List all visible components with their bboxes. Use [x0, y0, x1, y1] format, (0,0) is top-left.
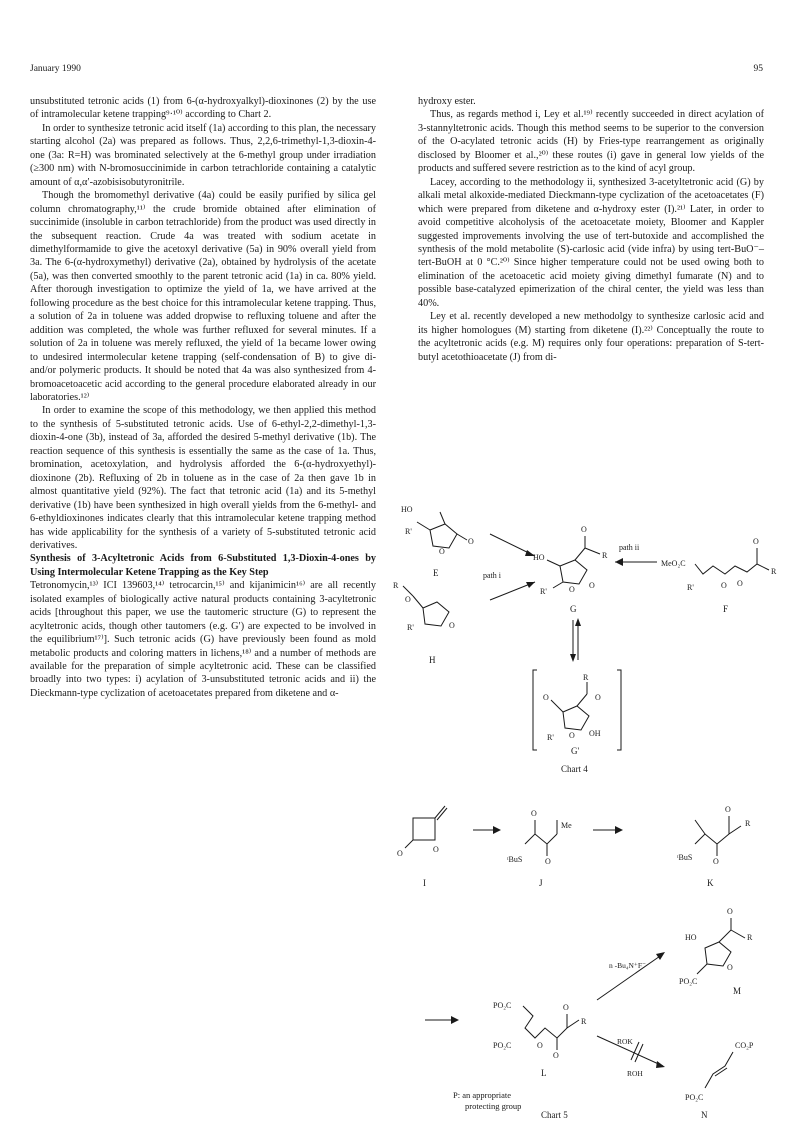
body-paragraph: Tetronomycin,¹³⁾ ICI 139603,¹⁴⁾ tetrocarcin,¹⁵⁾ and kijanimicin¹⁶⁾ are all recently isolated examples of biologically active natural products containing 3-acyltetronic acids [throughout this paper, we use the tautomeric structure (G) to represent the acyltetronic acids, though other tautomers (e.g. G′) are expected to be involved in the equilibrium¹⁷⁾]. Such tetronic acids (G) have previously been found as mold metabolic products and coloring matters in lichens,¹⁸⁾ and a number of methods are available for the preparation of simple acyltetronic acid. These can be classified broadly into two types: i) acylation of 3-unsubstituted tetronic acids and ii) the Dieckmann-type cyclization of acetoacetates prepared from diketene and α- — [30, 580, 376, 699]
compound-f — [661, 537, 777, 614]
g-r-label: R — [602, 551, 608, 560]
g-ho-label: HO — [533, 553, 545, 562]
chart-5-caption: Chart 5 — [541, 1110, 568, 1120]
compound-g — [533, 525, 608, 614]
h-r1-label: R' — [407, 623, 414, 632]
path-i-label: path i — [483, 571, 501, 580]
f-o-label: O — [721, 581, 727, 590]
n-po2c-label: PO₂C — [685, 1093, 704, 1102]
g-r1-label: R' — [540, 587, 547, 596]
compound-k — [677, 805, 751, 888]
compound-m — [679, 907, 753, 996]
compound-j-label: J — [539, 878, 543, 888]
body-paragraph: hydroxy ester. — [418, 96, 476, 107]
g-o-right-label: O — [589, 581, 595, 590]
chart-4-caption: Chart 4 — [561, 764, 588, 774]
j-tbus-label: ᵗBuS — [507, 855, 523, 864]
e-o2-label: O — [468, 537, 474, 546]
compound-e-label: E — [433, 568, 439, 578]
compound-l — [493, 1001, 587, 1078]
l-o-top-label: O — [563, 1003, 569, 1012]
reagent-fluoride: n -Bu₄N⁺F⁻ — [609, 961, 646, 970]
gp-o-right-label: O — [595, 693, 601, 702]
compound-h — [393, 581, 455, 665]
gp-oh-label: OH — [589, 729, 601, 738]
h-o-acyl-label: O — [405, 595, 411, 604]
compound-k-label: K — [707, 878, 714, 888]
body-paragraph: Though the bromomethyl derivative (4a) could be easily purified by silica gel column chromatography,¹¹⁾ the crude bromide obtained after elimination of succinimide (insoluble in carbon tetrachloride) from the product was used directly in the subsequent reaction. Crude 4a was treated with sodium acetate in dimethylformamide to give the acetoxyl derivative (5a) in 90% overall yield from 3a. The 6-(α-hydroxymethyl) derivative (2a), obtained by hydrolysis of the acetate (5a), was then converted smoothly to the parent tetronic acid (1a) in ca. 80% yield. After thorough investigation to optimize the yield of 1a, we have arrived at the following procedure as the best choice for this intramolecular ketene trapping. Thus, a solution of 2a in toluene was added dropwise to refluxing toluene and after the addition was completed, the whole was further refluxed for several minutes. If a solution of 2a in toluene was merely refluxed, the yield of 1a became lower owing to undesired intermolecular ketene trapping (self-condensation of B) to give di- and/or polymeric products. It should be noted that 4a was also synthesized from 4-bromoacetoacetic acid according to the general procedure elaborated already in our laboratories.¹²⁾ — [30, 190, 376, 403]
compound-n — [685, 1041, 754, 1120]
body-paragraph: Lacey, according to the methodology ii, synthesized 3-acetyltetronic acid (G) by alkali metal alkoxide-mediated Dieckmann-type cyclization of the acetoacetates (F) which were prepared from diketene and α-hydroxy ester (I).²¹⁾ Later, in order to avoid competitive alcoholysis of the acetoacetate moiety, Bloomer and Kappler suggested improvements involving the use of tert-butoxide and accomplished the synthesis of the mold metabolite (S)-carlosic acid (vide infra) by using tert-BuO⁻–tert-BuOH at 0 °C.²⁰⁾ Since higher temperature could not be used owing both to elimination of the acetoacetic acid moiety giving dimethyl fumarate (N) and to possible base-catalyzed epimerization of the chiral center, the yield was less than 40%. — [418, 176, 764, 309]
compound-f-label: F — [723, 604, 729, 614]
f-meo2c-label: MeO₂C — [661, 559, 686, 568]
m-po2c-label: PO₂C — [679, 977, 698, 986]
gp-r1-label: R' — [547, 733, 554, 742]
k-tbus-label: ᵗBuS — [677, 853, 693, 862]
reaction-schemes — [395, 500, 785, 1120]
compound-g-label: G — [570, 604, 577, 614]
l-po2c-bottom-label: PO₂C — [493, 1041, 512, 1050]
body-paragraph: In order to synthesize tetronic acid itself (1a) according to this plan, the necessary starting alcohol (2a) was prepared as follows. Thus, 2,2,6-trimethyl-1,3-dioxin-4-one (3a: R=H) was brominated selectively at the 6-methyl group under irradiation (≥300 nm) with N-bromosuccinimide in carbon tetrachloride containing a catalytic amount of α,α′-azobisisobutyronitrile. — [30, 122, 376, 188]
chart-4 — [393, 505, 777, 774]
compound-g-prime-label: G' — [571, 746, 580, 756]
section-heading: Synthesis of 3-Acyltetronic Acids from 6-Substituted 1,3-Dioxin-4-ones by Using Intermolecular Ketene Trapping as the Key Step — [30, 553, 376, 578]
f-o2-label: O — [737, 579, 743, 588]
l-r-label: R — [581, 1017, 587, 1026]
j-me-label: Me — [561, 821, 572, 830]
compound-l-label: L — [541, 1068, 547, 1078]
chart-5 — [397, 805, 754, 1120]
k-r-label: R — [745, 819, 751, 828]
m-o-top-label: O — [727, 907, 733, 916]
m-r-label: R — [747, 933, 753, 942]
compound-n-label: N — [701, 1110, 708, 1120]
i-o-ring-label: O — [433, 845, 439, 854]
i-o-carbonyl-label: O — [397, 849, 403, 858]
compound-i-label: I — [423, 878, 426, 888]
f-r-label: R — [771, 567, 777, 576]
f-r1-label: R' — [687, 583, 694, 592]
compound-i — [397, 806, 447, 888]
gp-o-label: O — [543, 693, 549, 702]
h-o-label: O — [449, 621, 455, 630]
page-header — [30, 64, 763, 78]
left-column — [30, 95, 376, 700]
compound-e — [401, 505, 474, 578]
compound-h-label: H — [429, 655, 436, 665]
gp-r-label: R — [583, 673, 589, 682]
m-o-label: O — [727, 963, 733, 972]
j-o2-label: O — [545, 857, 551, 866]
protecting-group-note-2: protecting group — [465, 1101, 522, 1111]
k-o-label: O — [713, 857, 719, 866]
protecting-group-note-1: P: an appropriate — [453, 1090, 512, 1100]
j-o-label: O — [531, 809, 537, 818]
l-po2c-top-label: PO₂C — [493, 1001, 512, 1010]
e-ho-label: HO — [401, 505, 413, 514]
f-o-top-label: O — [753, 537, 759, 546]
page-number: 95 — [753, 64, 763, 74]
m-ho-label: HO — [685, 933, 697, 942]
body-paragraph: Ley et al. recently developed a new methodolgy to synthesize carlosic acid and its higher homologues (M) starting from diketene (I).²²⁾ Conceptually the route to the acyltetronic acids (e.g. M) requires only four operations: preparation of S-tert-butyl acetothioacetate (J) from di- — [418, 311, 764, 363]
l-o2-label: O — [553, 1051, 559, 1060]
l-o-label: O — [537, 1041, 543, 1050]
gp-o-ring-label: O — [569, 731, 575, 740]
compound-m-label: M — [733, 986, 742, 996]
path-ii-label: path ii — [619, 543, 640, 552]
body-paragraph: unsubstituted tetronic acids (1) from 6-(α-hydroxyalkyl)-dioxinones (2) by the use of intramolecular ketene trapping⁹·¹⁰⁾ according to Chart 2. — [30, 96, 376, 121]
body-paragraph: Thus, as regards method i, Ley et al.¹⁹⁾ recently succeeded in direct acylation of 3-stannyltetronic acids. Though this method seems to be superior to the conversion of the O-acylated tetronic acids (H) by Fries-type rearrangement as originally disclosed by Bloomer et al.,²⁰⁾ these routes (i) gave in general low yields of the products and suffered severe restriction as to the kind of acyl group. — [418, 109, 764, 175]
right-column — [418, 95, 764, 364]
e-o-label: O — [439, 547, 445, 556]
body-paragraph: In order to examine the scope of this methodology, we then applied this method to the synthesis of 5-substituted tetronic acids. Use of 6-ethyl-2,2-dimethyl-1,3-dioxin-4-one (3b), instead of 3a, afforded the desired 5-methyl derivative (1b). The reaction sequence of this synthesis is essentially the same as the case of 1a. Thus, bromination, acetoxylation, and hydrolysis afforded the 6-(α-hydroxyethyl)-dioxinone (2b). Refluxing of 2b in toluene as in the case of 2a then gave 1b in almost quantitative yield (92%). The fact that tetronic acid (1a) and its 5-methyl derivative (1b) have been synthesized in high overall yields from the 6-methyl- and 6-ethyldioxinones indicates clearly that this intramolecular ketene trapping method has wide applicability for the synthesis of a variety of 5-substituted tetronic acid derivatives. — [30, 405, 376, 551]
compound-g-prime — [533, 670, 621, 756]
k-o-top-label: O — [725, 805, 731, 814]
h-r-label: R — [393, 581, 399, 590]
e-r1-label: R' — [405, 527, 412, 536]
compound-j — [507, 809, 572, 888]
g-o-ring-label: O — [569, 585, 575, 594]
g-o-top-label: O — [581, 525, 587, 534]
reagent-rok: ROK — [617, 1037, 633, 1046]
n-co2p-label: CO₂P — [735, 1041, 754, 1050]
reagent-roh: ROH — [627, 1069, 643, 1078]
running-date: January 1990 — [30, 64, 81, 74]
